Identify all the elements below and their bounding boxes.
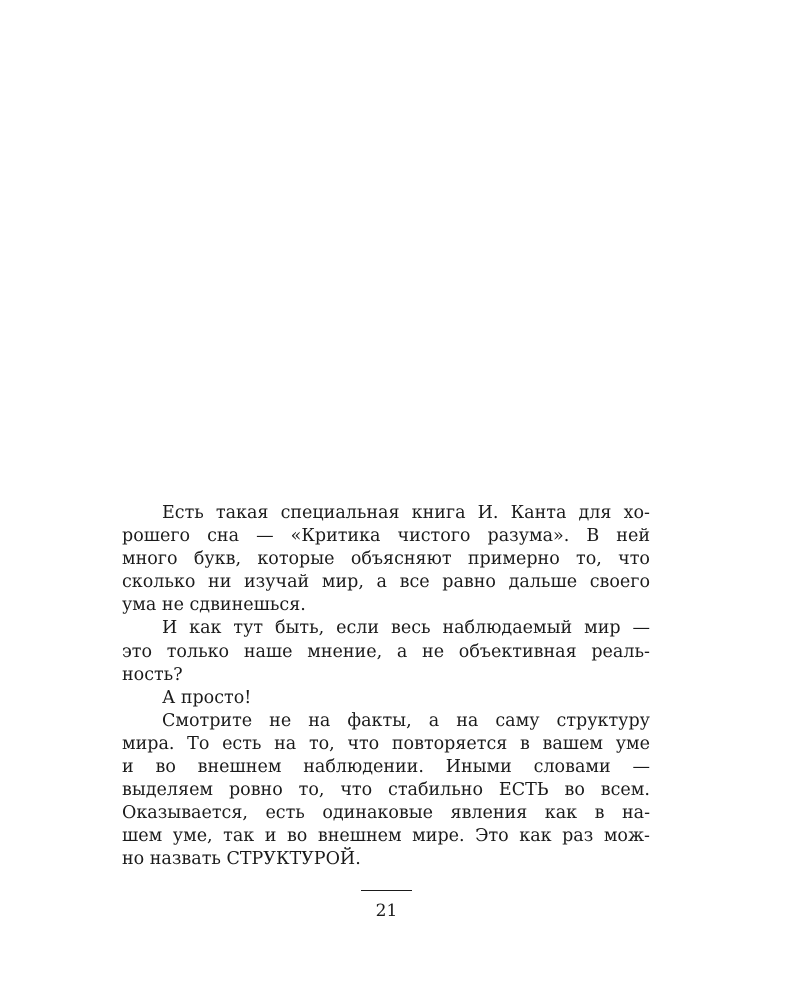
text-line: мира. То есть на то, что повторяется в вашем уме [122,733,650,754]
text-line: ума не сдвинешься. [122,595,306,616]
text-line: это только наше мнение, а не объективная реаль- [122,641,650,662]
text-line: Смотрите не на факты, а на саму структуру [162,710,650,731]
body-text [122,502,650,872]
text-line: И как тут быть, если весь наблюдаемый мир — [162,618,650,639]
text-line: сколько ни изучай мир, а все равно дальше своего [122,572,650,593]
text-line: А просто! [162,687,252,708]
text-line: Оказывается, есть одинаковые явления как в на- [122,803,650,824]
text-line: выделяем ровно то, что стабильно ЕСТЬ во всем. [122,780,650,801]
text-line: ность? [122,664,183,685]
text-line: но назвать СТРУКТУРОЙ. [122,849,361,870]
text-line: и во внешнем наблюдении. Иными словами — [122,757,650,778]
page-number: 21 [375,901,398,921]
text-line: рошего сна — «Критика чистого разума». В ней [122,526,650,547]
footer-rule [361,890,412,891]
text-line: Есть такая специальная книга И. Канта для хо- [162,503,650,523]
text-line: шем уме, так и во внешнем мире. Это как раз мож- [122,826,650,847]
text-line: много букв, которые объясняют примерно то, что [122,549,650,570]
